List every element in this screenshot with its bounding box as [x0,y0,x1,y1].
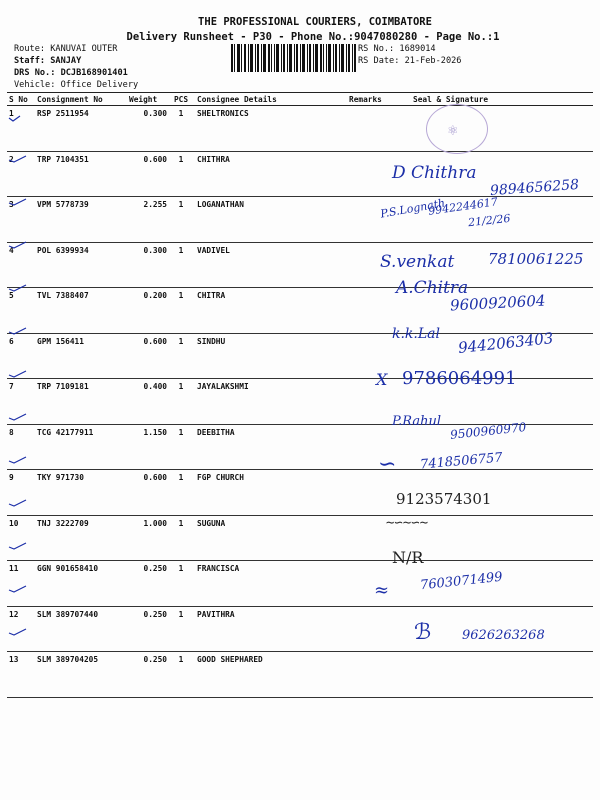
cell-sno: 9 [7,470,35,516]
cell-pcs: 1 [171,652,191,698]
phone-row-13: 9626263268 [462,628,545,643]
table-row [7,561,593,607]
staff-label: Staff: SANJAY [14,56,82,66]
cell-consignment: TVL 7388407 [35,288,123,334]
cell-weight: 1.150 [123,424,171,470]
cell-weight: 2.255 [123,197,171,243]
cell-sno: 12 [7,606,35,652]
rs-number: RS No.: 1689014 [358,44,436,54]
cell-pcs: 1 [171,333,191,379]
cell-remarks [347,606,389,652]
cell-consignee: SUGUNA [191,515,347,561]
cell-consignee: GOOD SHEPHARED [191,652,347,698]
note-row-11: N/R [392,548,424,567]
cell-sno: 6 [7,333,35,379]
cell-pcs: 1 [171,379,191,425]
phone-row-4: 7810061225 [488,250,584,268]
table-row [7,652,593,698]
cell-consignment: POL 6399934 [35,242,123,288]
cell-weight: 0.200 [123,288,171,334]
signature-row-2: D Chithra [392,163,477,183]
rs-date: RS Date: 21-Feb-2026 [358,56,462,66]
cell-consignment: RSP 2511954 [35,106,123,152]
cell-consignee: SHELTRONICS [191,106,347,152]
cell-consignment: SLM 389707440 [35,606,123,652]
phone-row-9: 7418506757 [419,450,504,473]
cell-sno: 8 [7,424,35,470]
table-header-row [7,93,593,106]
cell-seal [389,106,593,152]
cell-weight: 0.600 [123,470,171,516]
cell-pcs: 1 [171,515,191,561]
cell-sno: 7 [7,379,35,425]
cell-consignee: SINDHU [191,333,347,379]
phone-row-12: 7603071499 [419,569,504,594]
signature-scribble-row-13: ℬ [414,620,432,645]
phone-row-6: 9442063403 [457,329,555,357]
phone-row-7: 9786064991 [402,368,517,389]
cell-remarks [347,106,389,152]
cell-sno: 11 [7,561,35,607]
cell-remarks [347,652,389,698]
cell-pcs: 1 [171,470,191,516]
cell-pcs: 1 [171,606,191,652]
sheet-title: THE PROFESSIONAL COURIERS, COIMBATORE [198,16,432,28]
cell-consignment: TCG 42177911 [35,424,123,470]
phone-row-2: 9894656258 [489,176,580,200]
phone-row-10: 9123574301 [396,490,492,508]
phone-row-3: 9942244617 [427,195,499,218]
signature-row-7: X [376,370,388,389]
col-header-consignment: Consignment No [35,93,123,106]
cell-weight: 0.300 [123,106,171,152]
cell-consignee: FGP CHURCH [191,470,347,516]
cell-sno: 1 [7,106,35,152]
drs-label: DRS No.: DCJB168901401 [14,68,128,78]
cell-sno: 5 [7,288,35,334]
cell-remarks [347,151,389,197]
cell-pcs: 1 [171,151,191,197]
sheet-subtitle: Delivery Runsheet - P30 - Phone No.:9047080280 - Page No.:1 [126,31,500,43]
cell-weight: 1.000 [123,515,171,561]
cell-pcs: 1 [171,242,191,288]
table-row [7,515,593,561]
cell-consignee: VADIVEL [191,242,347,288]
cell-consignee: FRANCISCA [191,561,347,607]
signature-row-4: S.venkat [380,252,455,272]
cell-consignee: CHITRA [191,288,347,334]
cell-seal [389,652,593,698]
phone-row-5: 9600920604 [449,291,546,315]
cell-weight: 0.250 [123,606,171,652]
cell-consignment: GPM 156411 [35,333,123,379]
signature-row-6: k.k.Lal [392,326,440,342]
cell-remarks [347,515,389,561]
cell-consignment: TKY 971730 [35,470,123,516]
seal-mark-icon: ⚛ [448,120,458,139]
route-label: Route: KANUVAI OUTER [14,44,118,54]
cell-consignee: LOGANATHAN [191,197,347,243]
cell-remarks [347,288,389,334]
cell-consignment: TRP 7104351 [35,151,123,197]
col-header-pcs: PCS [171,93,191,106]
signature-row-8: P.Rahul [392,414,441,429]
cell-consignee: PAVITHRA [191,606,347,652]
cell-consignment: SLM 389704205 [35,652,123,698]
date-row-3: 21/2/26 [467,211,511,230]
table-row [7,470,593,516]
signature-scribble-row-12: ≈ [374,580,390,601]
cell-weight: 0.600 [123,151,171,197]
signature-scribble-row-9: ∽ [378,452,397,477]
col-header-sno: S No [7,93,35,106]
phone-row-8: 9500960970 [449,420,527,442]
cell-sno: 13 [7,652,35,698]
cell-consignment: TNJ 3222709 [35,515,123,561]
cell-consignment: VPM 5778739 [35,197,123,243]
cell-sno: 10 [7,515,35,561]
signature-row-3: P.S.Lognath [379,196,447,221]
cell-sno: 3 [7,197,35,243]
signature-row-5: A.Chitra [396,278,469,298]
cell-consignee: DEEBITHA [191,424,347,470]
cell-sno: 2 [7,151,35,197]
cell-weight: 0.400 [123,379,171,425]
cell-sno: 4 [7,242,35,288]
cell-pcs: 1 [171,106,191,152]
cell-consignee: JAYALAKSHMI [191,379,347,425]
cell-pcs: 1 [171,424,191,470]
cell-weight: 0.600 [123,333,171,379]
col-header-remarks: Remarks [347,93,389,106]
cell-pcs: 1 [171,561,191,607]
barcode [231,44,356,72]
col-header-seal: Seal & Signature [389,93,593,106]
cell-pcs: 1 [171,197,191,243]
cell-consignment: TRP 7109181 [35,379,123,425]
col-header-weight: Weight [123,93,171,106]
col-header-consignee: Consignee Details [191,93,347,106]
signature-scribble-row-10: ∼∽∼∽∼ [386,515,429,531]
cell-weight: 0.250 [123,561,171,607]
cell-consignment: GGN 901658410 [35,561,123,607]
table-row [7,106,593,152]
cell-pcs: 1 [171,288,191,334]
cell-consignee: CHITHRA [191,151,347,197]
cell-weight: 0.300 [123,242,171,288]
cell-weight: 0.250 [123,652,171,698]
vehicle-label: Vehicle: Office Delivery [14,80,139,90]
